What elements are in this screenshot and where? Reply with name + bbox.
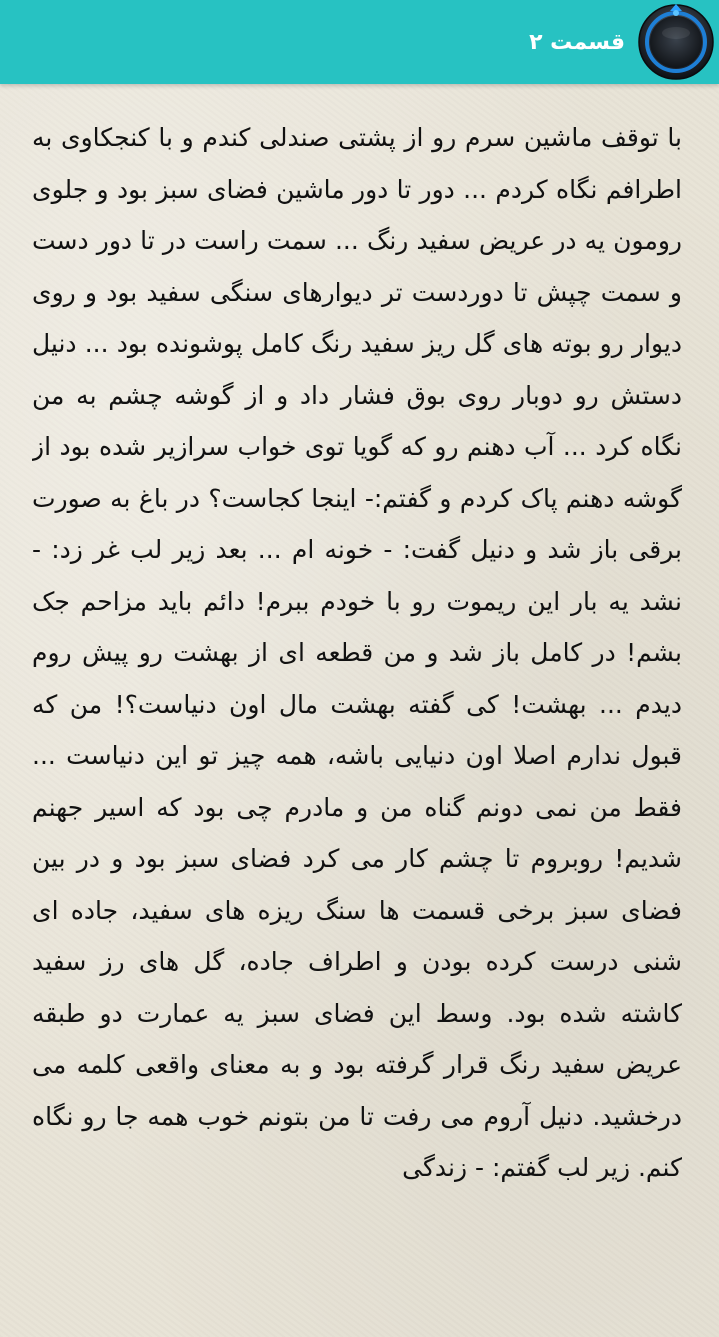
story-text: با توقف ماشین سرم رو از پشتی صندلی کندم و با کنجکاوی به اطرافم نگاه کردم ... دور تا دور ماشین فضای سبز بود و جلوی رومون یه در عریض سفید رنگ ... سمت راست در تا دور دست و سمت چپش تا دوردست تر دیوارهای سنگی سفید بود و روی دیوار رو بوته های گل ریز سفید رنگ کامل پوشونده بود ... دنیل دستش رو دوبار روی بوق فشار داد و از گوشه چشم به من نگاه کرد ... آب دهنم رو که گویا توی خواب سرازیر شده بود از گوشه دهنم پاک کردم و گفتم:- اینجا کجاست؟ در باغ به صورت برقی باز شد و دنیل گفت: - خونه ام ... بعد زیر لب غر زد: - نشد یه بار این ریموت رو با خودم ببرم! دائم باید مزاحم جک بشم! در کامل باز شد و من قطعه ای از بهشت رو پیش روم دیدم ... بهشت! کی گفته بهشت مال اون دنیاست؟! من که قبول ندارم اصلا اون دنیایی باشه، همه چیز تو این دنیاست ... فقط من نمی دونم گناه من و مادرم چی بود که اسیر جهنم شدیم! روبروم تا چشم کار می کرد فضای سبز بود و در بین فضای سبز برخی قسمت ها سنگ ریزه های سفید، جاده ای شنی درست کرده بودن و اطراف جاده، گل های رز سفید کاشته شده بود. وسط این فضای سبز یه عمارت دو طبقه عریض سفید رنگ قرار گرفته بود و به معنای واقعی کلمه می درخشید. دنیل آروم می رفت تا من بتونم خوب همه جا رو نگاه کنم. زیر لب گفتم: - زندگی <box>32 123 682 1182</box>
story-content[interactable] <box>32 112 682 1337</box>
app-bar <box>0 0 719 84</box>
app-logo-icon[interactable] <box>637 3 715 81</box>
page-title: قسمت ۲ <box>529 29 625 55</box>
